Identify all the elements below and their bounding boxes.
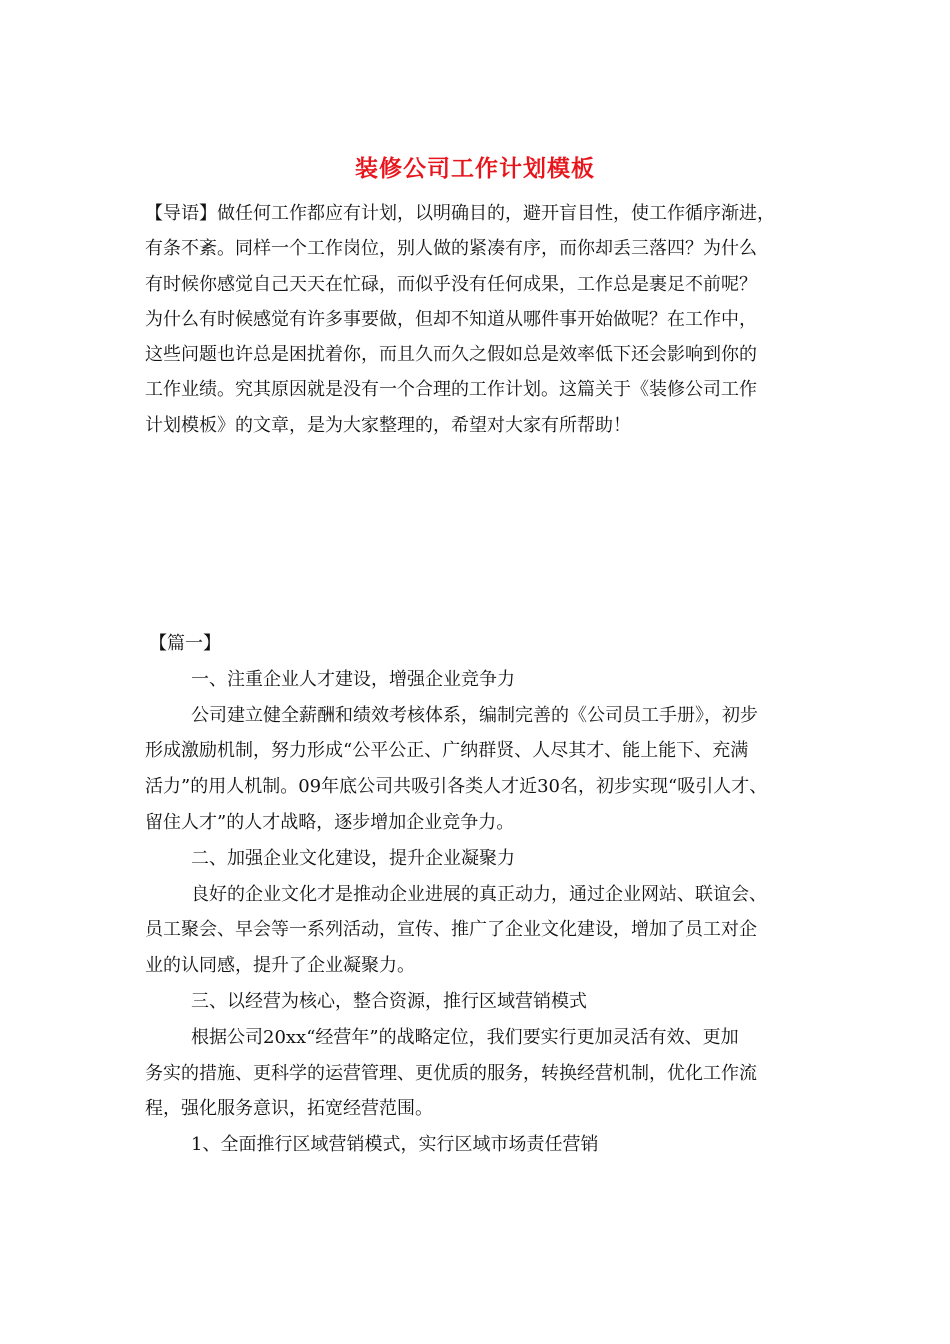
- paragraph-line: 公司建立健全薪酬和绩效考核体系，编制完善的《公司员工手册》，初步: [191, 704, 758, 726]
- document-body: [145, 626, 835, 1163]
- paragraph-line: 活力”的用人机制。09年底公司共吸引各类人才近30名，初步实现“吸引人才、: [145, 776, 768, 798]
- intro-line: 【导语】做任何工作都应有计划，以明确目的，避开盲目性，使工作循序渐进，: [145, 203, 775, 224]
- paragraph-line: 良好的企业文化才是推动企业进展的真正动力，通过企业网站、联谊会、: [191, 883, 767, 905]
- intro-line: 计划模板》的文章，是为大家整理的，希望对大家有所帮助！: [145, 414, 631, 436]
- paragraph-line: 留住人才”的人才战略，逐步增加企业竞争力。: [145, 811, 515, 833]
- intro-line: 为什么有时候感觉有许多事要做，但却不知道从哪件事开始做呢？在工作中，: [145, 308, 757, 330]
- document-title: 装修公司工作计划模板: [355, 155, 595, 182]
- paragraph-line: 形成激励机制，努力形成“公平公正、广纳群贤、人尽其才、能上能下、充满: [145, 740, 749, 762]
- intro-paragraph: [145, 196, 845, 443]
- intro-line: 有时候你感觉自己天天在忙碌，而似乎没有任何成果，工作总是裹足不前呢？: [145, 273, 757, 295]
- paragraph-line: 根据公司20xx“经营年”的战略定位，我们要实行更加灵活有效、更加: [191, 1026, 739, 1048]
- intro-line: 工作业绩。究其原因就是没有一个合理的工作计划。这篇关于《装修公司工作: [145, 379, 757, 401]
- paragraph-line: 务实的措施、更科学的运营管理、更优质的服务，转换经营机制，优化工作流: [145, 1062, 757, 1084]
- paragraph-line: 员工聚会、早会等一系列活动，宣传、推广了企业文化建设，增加了员工对企: [145, 919, 757, 941]
- list-item: 1、全面推行区域营销模式，实行区域市场责任营销: [191, 1134, 599, 1156]
- section-heading: 二、加强企业文化建设，提升企业凝聚力: [191, 847, 515, 869]
- paragraph-line: 程，强化服务意识，拓宽经营范围。: [145, 1098, 433, 1120]
- intro-line: 这些问题也许总是困扰着你，而且久而久之假如总是效率低下还会影响到你的: [145, 344, 757, 366]
- section-heading: 三、以经营为核心，整合资源，推行区域营销模式: [191, 990, 587, 1012]
- section-heading: 一、注重企业人才建设，增强企业竞争力: [191, 668, 515, 690]
- paragraph-line: 业的认同感，提升了企业凝聚力。: [145, 955, 415, 977]
- section-label: 【篇一】: [149, 633, 221, 654]
- intro-line: 有条不紊。同样一个工作岗位，别人做的紧凑有序，而你却丢三落四？为什么: [145, 238, 757, 260]
